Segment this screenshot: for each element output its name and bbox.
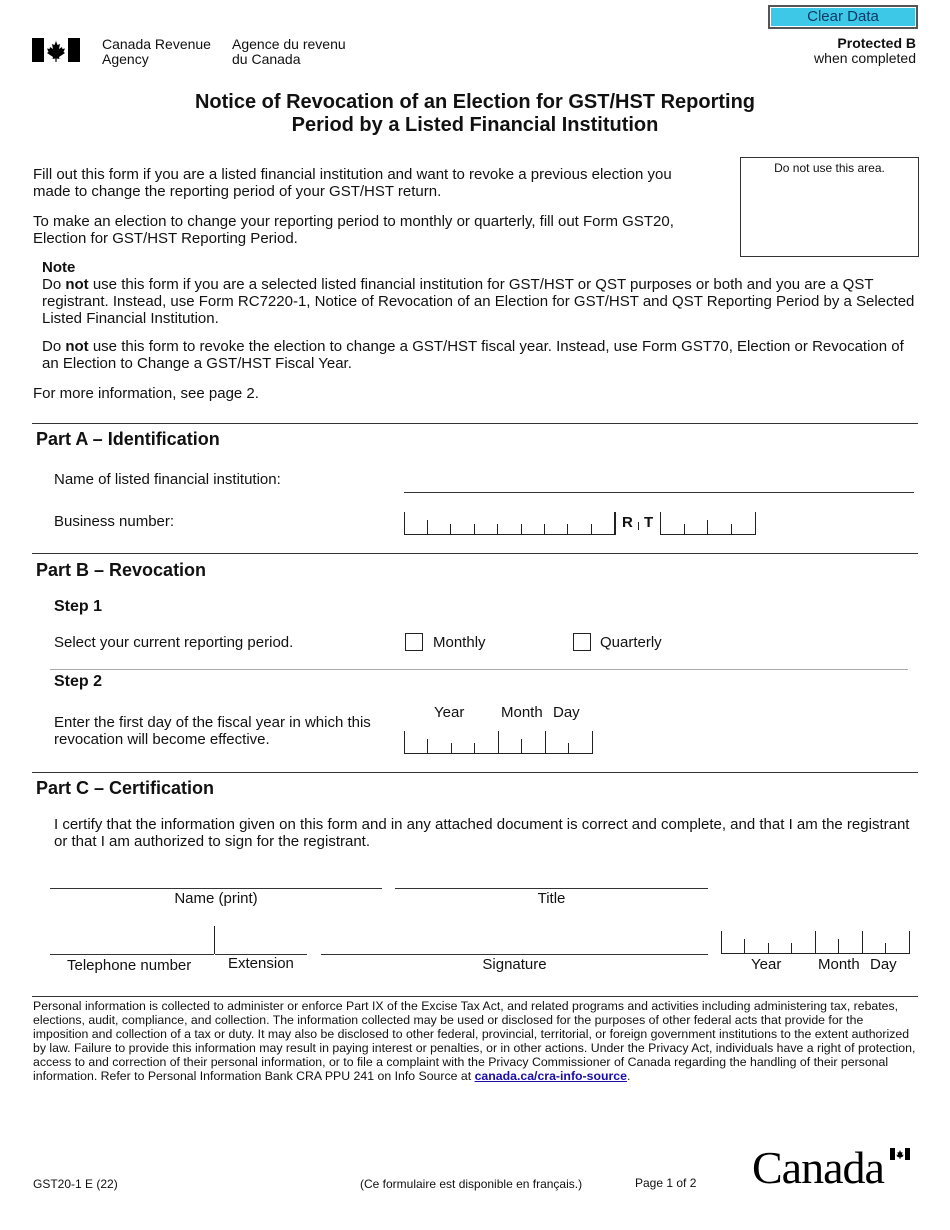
rt-digits-box [660,512,756,535]
reporting-period-label: Select your current reporting period. [54,634,294,651]
bn-tick [450,524,451,534]
part-a-heading: Part A – Identification [36,429,220,449]
info-source-link[interactable]: canada.ca/cra-info-source [474,1069,627,1083]
step-2-heading: Step 2 [54,673,103,690]
form-title: Notice of Revocation of an Election for GST/HST Reporting Period by a Listed Financial Institution [194,91,756,136]
step-1-heading: Step 1 [54,598,103,615]
sig-date-divider [862,931,863,953]
bn-divider [614,512,616,534]
note-heading: Note [42,259,76,276]
sig-date-tick [744,939,745,953]
part-b-heading: Part B – Revocation [36,560,207,580]
part-b-rule [32,553,918,554]
rt-digit-tick [707,520,708,534]
step-divider [50,669,908,670]
rt-r-letter: R [622,514,633,531]
extension-input[interactable] [215,926,307,955]
year-label: Year [434,704,465,721]
bn-tick [591,524,592,534]
bn-tick [521,524,522,534]
intro-paragraph-2: To make an election to change your reporting period to monthly or quarterly, fill out Form GST20, Election for GST/HST Reporting Period. [33,213,674,247]
intro-paragraph-1: Fill out this form if you are a listed financial institution and want to revoke a previous election you made to change the reporting period of your GST/HST return. [33,166,672,200]
bn-tick [544,524,545,534]
sig-date-tick [791,943,792,953]
page-number: Page 1 of 2 [635,1176,697,1190]
note-paragraph-1: Do not use this form if you are a selected listed financial institution for GST/HST or QST purposes or both and you are a QST registrant. Instead, use Form RC7220-1, Notice of Revocation of an Election for GST/HST and QST Reporting Period by a Selected Listed Financial Institution. [42,276,915,327]
day-label: Day [553,704,580,721]
french-availability: (Ce formulaire est disponible en français.) [360,1177,583,1191]
telephone-input[interactable] [50,926,214,955]
sig-year-label: Year [751,956,782,973]
bn-tick [427,520,428,534]
rt-tick [638,522,639,530]
part-a-rule [32,423,918,424]
effective-date-input[interactable] [404,731,592,754]
quarterly-label: Quarterly [600,634,662,651]
certification-text: I certify that the information given on this form and in any attached document is correct and complete, and that I am the registrant or that I am authorized to sign for the registrant. [54,816,910,850]
quarterly-checkbox[interactable] [573,633,591,651]
bn-tick [497,524,498,534]
telephone-label: Telephone number [67,957,192,974]
date-divider [498,731,499,753]
business-number-label: Business number: [54,513,175,530]
signature-label: Signature [482,956,547,973]
do-not-use-area: Do not use this area. [740,157,919,257]
signature-date-input[interactable] [721,931,909,954]
clear-data-button[interactable]: Clear Data [768,5,918,29]
rt-digit-tick [731,524,732,534]
date-tick [521,739,522,753]
date-tick [568,743,569,753]
part-c-heading: Part C – Certification [36,778,215,798]
rt-digit-tick [684,524,685,534]
business-number-input[interactable] [404,512,754,535]
bn-tick [567,524,568,534]
date-divider [545,731,546,753]
bn-tick [474,524,475,534]
note-paragraph-2: Do not use this form to revoke the election to change a GST/HST fiscal year. Instead, use Form GST70, Election or Revocation of an Election to Change a GST/HST Fiscal Year. [42,338,904,372]
sig-date-divider [815,931,816,953]
month-label: Month [501,704,543,721]
name-print-input[interactable] [50,860,382,889]
rt-t-letter: T [644,514,654,531]
canada-wordmark: Canada [752,1144,914,1192]
title-input[interactable] [395,860,708,889]
date-tick [474,743,475,753]
effective-date-label: Enter the first day of the fiscal year in which this revocation will become effective. [54,714,371,748]
institution-name-label: Name of listed financial institution: [54,471,281,488]
sig-date-tick [768,943,769,953]
privacy-statement: Personal information is collected to administer or enforce Part IX of the Excise Tax Act, and related programs and activities including administering tax, rebates, elections, audit, compliance, and collection. The information collected may be used or disclosed for the purposes of other federal acts that provide for the imposition and collection of a tax or duty. It may also be disclosed to other federal, provincial, territorial, or foreign government institutions to the extent authorized by law. Failure to provide this information may result in paying interest or penalties, or in other actions. Under the Privacy Act, individuals have a right of protection, access to and correction of their personal information, or to file a complaint with the Privacy Commissioner of Canada regarding the handling of their personal information. Refer to Personal Information Bank CRA PPU 241 on Info Source at canada.ca/cra-info-source. [33,999,916,1083]
part-c-rule [32,772,918,773]
monthly-checkbox[interactable] [405,633,423,651]
sig-date-tick [885,943,886,953]
date-tick [451,743,452,753]
institution-name-input[interactable] [404,470,914,493]
name-print-label: Name (print) [174,890,258,907]
wordmark-flag-icon [890,1148,910,1160]
agency-name-en: Canada Revenue Agency [102,36,211,67]
privacy-rule [32,996,918,997]
sig-date-tick [838,939,839,953]
agency-name-fr: Agence du revenu du Canada [232,36,346,67]
extension-label: Extension [228,955,294,972]
title-label: Title [537,890,566,907]
sig-day-label: Day [870,956,897,973]
monthly-label: Monthly [433,634,486,651]
bn-digits-box [404,512,616,535]
signature-input[interactable] [321,926,708,955]
canada-flag-icon [32,38,80,62]
more-info: For more information, see page 2. [33,385,259,402]
protected-label: Protected B when completed [814,35,916,66]
sig-month-label: Month [818,956,860,973]
form-id: GST20-1 E (22) [33,1177,118,1191]
date-tick [427,739,428,753]
